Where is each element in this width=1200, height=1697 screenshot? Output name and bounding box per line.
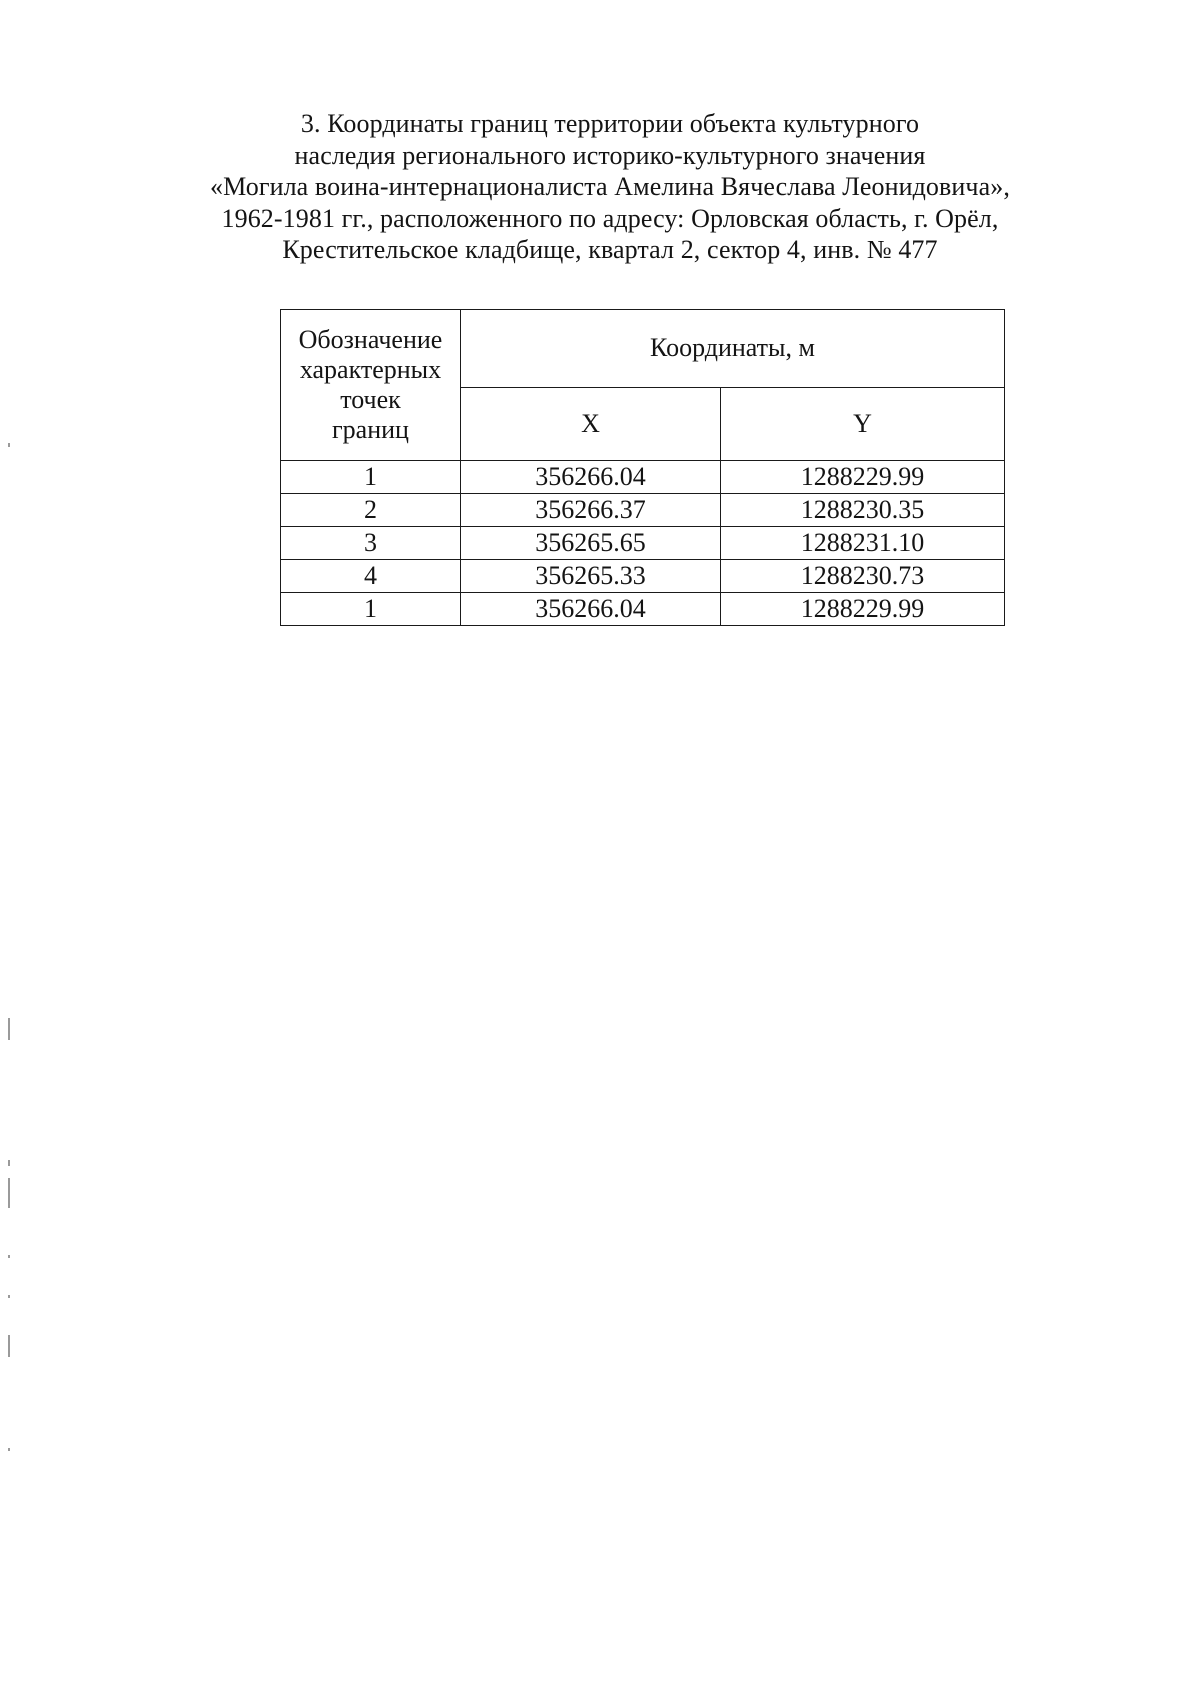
x-cell: 356265.65	[461, 527, 721, 560]
point-header-line: границ	[332, 415, 409, 444]
point-cell: 4	[281, 560, 461, 593]
table-row	[281, 527, 1005, 560]
scan-artifact	[8, 1160, 10, 1166]
coordinates-table	[280, 309, 1005, 626]
x-cell: 356266.04	[461, 461, 721, 494]
heading-line: наследия регионального историко-культурного значения	[294, 140, 926, 170]
point-designation-header	[281, 310, 461, 461]
y-cell: 1288231.10	[721, 527, 1005, 560]
y-cell: 1288229.99	[721, 593, 1005, 626]
scan-artifact	[8, 1178, 10, 1208]
x-cell: 356265.33	[461, 560, 721, 593]
point-header-line: точек	[340, 385, 401, 414]
y-cell: 1288230.73	[721, 560, 1005, 593]
scan-artifact	[8, 1335, 10, 1357]
table-row	[281, 461, 1005, 494]
y-axis-header: Y	[721, 387, 1005, 460]
y-cell: 1288229.99	[721, 461, 1005, 494]
point-cell: 2	[281, 494, 461, 527]
point-header-line: характерных	[299, 355, 442, 384]
x-axis-header: X	[461, 387, 721, 460]
point-cell: 1	[281, 593, 461, 626]
point-cell: 1	[281, 461, 461, 494]
table-row	[281, 593, 1005, 626]
heading-line: 1962-1981 гг., расположенного по адресу: Орловская область, г. Орёл,	[221, 203, 999, 233]
document-heading	[180, 108, 1040, 266]
scan-artifact	[8, 1255, 10, 1258]
x-cell: 356266.37	[461, 494, 721, 527]
scan-artifact	[8, 1018, 10, 1040]
table-row	[281, 494, 1005, 527]
scan-artifact	[8, 1448, 10, 1451]
scan-artifact	[8, 1295, 10, 1298]
y-cell: 1288230.35	[721, 494, 1005, 527]
scan-artifact	[8, 443, 10, 447]
table-header-row	[281, 310, 1005, 388]
coordinates-header: Координаты, м	[461, 310, 1005, 388]
x-cell: 356266.04	[461, 593, 721, 626]
heading-line: «Могила воина-интернационалиста Амелина Вячеслава Леонидовича»,	[210, 172, 1010, 201]
heading-line: 3. Координаты границ территории объекта культурного	[300, 109, 920, 138]
heading-line: Крестительское кладбище, квартал 2, сектор 4, инв. № 477	[282, 235, 938, 264]
point-cell: 3	[281, 527, 461, 560]
point-header-line: Обозначение	[298, 325, 443, 354]
table-row	[281, 560, 1005, 593]
